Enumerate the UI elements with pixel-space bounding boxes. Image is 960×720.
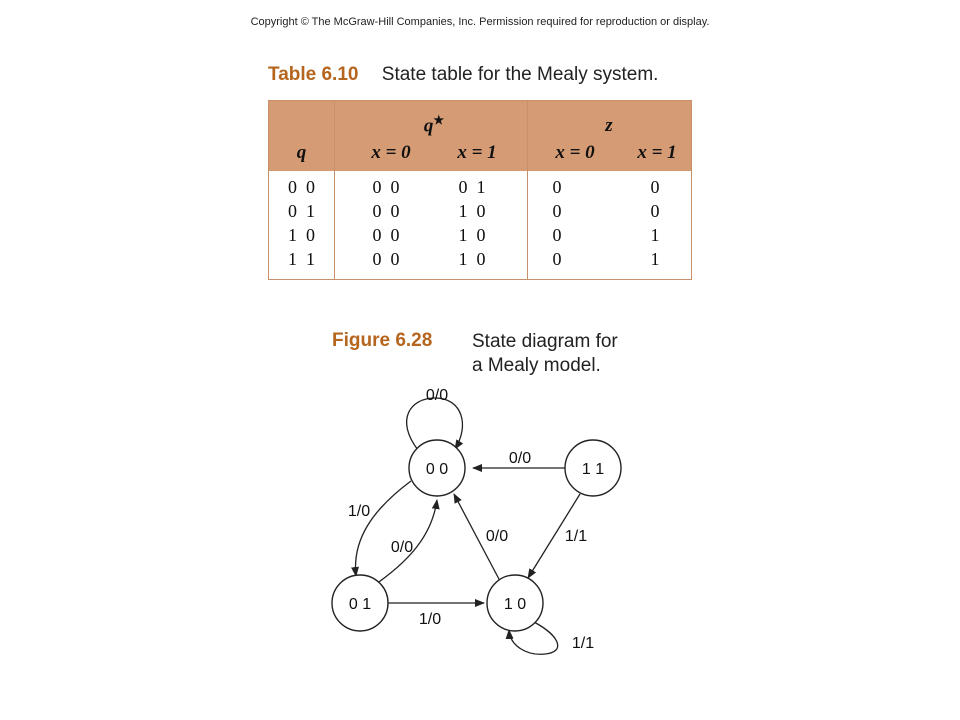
edge-label-11-00: 0/0: [508, 450, 532, 467]
edge-label-loop-00: 0/0: [425, 387, 449, 404]
header-z-x0: x = 0: [555, 142, 595, 163]
state-node-10: [487, 575, 543, 631]
table-title: State table for the Mealy system.: [381, 64, 659, 85]
cell-qstar-x0: 0 0: [372, 177, 400, 197]
cell-qstar-x0: 0 0: [372, 249, 400, 269]
cell-qstar-x1: 1 0: [458, 225, 486, 245]
cell-qstar-x1: 0 1: [458, 177, 486, 197]
state-node-00: [409, 440, 465, 496]
cell-q: 1 0: [288, 225, 315, 245]
header-q: q: [296, 142, 307, 163]
figure-title-line1: State diagram for: [472, 331, 618, 352]
header-z: z: [605, 115, 613, 136]
edge-label-00-01: 1/0: [347, 503, 371, 520]
state-label: 0 1: [348, 596, 372, 613]
cell-z-x1: 0: [650, 201, 660, 221]
header-z-x1: x = 1: [637, 142, 677, 163]
edge-label-11-10: 1/1: [564, 528, 588, 545]
state-node-11: [565, 440, 621, 496]
cell-q: 0 0: [288, 177, 315, 197]
state-node-01: [332, 575, 388, 631]
table-number: Table 6.10: [268, 64, 359, 85]
copyright-notice: Copyright © The McGraw-Hill Companies, Inc. Permission required for reproduction or display.: [250, 16, 710, 28]
cell-z-x1: 1: [650, 249, 660, 269]
cell-z-x0: 0: [552, 177, 562, 197]
cell-qstar-x0: 0 0: [372, 225, 400, 245]
cell-z-x0: 0: [552, 201, 562, 221]
figure-number: Figure 6.28: [332, 330, 433, 351]
edge-label-10-00: 0/0: [485, 528, 509, 545]
state-label: 1 1: [581, 461, 605, 478]
cell-z-x1: 0: [650, 177, 660, 197]
header-qstar-letter: q: [423, 115, 434, 137]
cell-qstar-x1: 1 0: [458, 201, 486, 221]
cell-qstar-x0: 0 0: [372, 201, 400, 221]
star-superscript: ★: [433, 113, 445, 127]
header-qstar-x1: x = 1: [457, 142, 497, 163]
cell-q: 0 1: [288, 201, 315, 221]
edge-label-loop-10: 1/1: [571, 635, 595, 652]
cell-q: 1 1: [288, 249, 315, 269]
header-qstar-x0: x = 0: [371, 142, 411, 163]
cell-z-x0: 0: [552, 249, 562, 269]
cell-z-x0: 0: [552, 225, 562, 245]
figure-title-line2: a Mealy model.: [472, 355, 601, 376]
edge-label-01-10: 1/0: [418, 611, 442, 628]
cell-z-x1: 1: [650, 225, 660, 245]
edge-label-01-00: 0/0: [390, 539, 414, 556]
cell-qstar-x1: 1 0: [458, 249, 486, 269]
state-label: 1 0: [503, 596, 527, 613]
state-label: 0 0: [425, 461, 449, 478]
